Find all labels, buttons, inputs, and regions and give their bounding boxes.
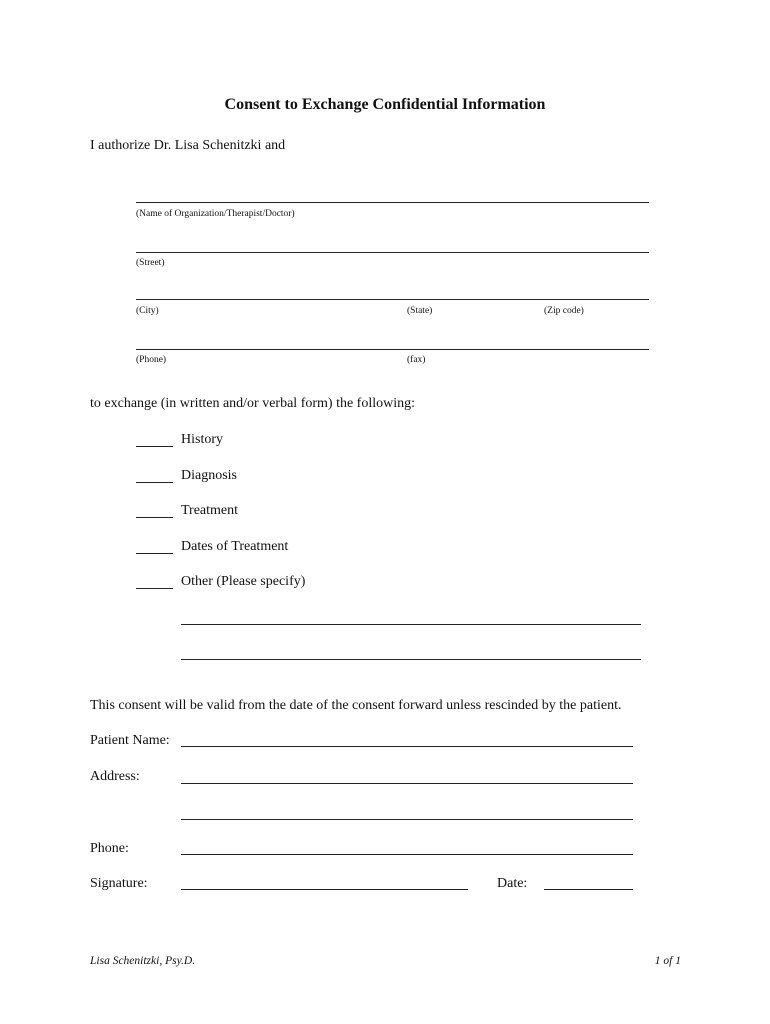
- signature-label: Signature:: [90, 876, 148, 891]
- other-specify-line-1[interactable]: [181, 624, 641, 625]
- patient-phone-field[interactable]: [181, 854, 633, 855]
- page-title: Consent to Exchange Confidential Information: [224, 96, 546, 113]
- organization-label: (Name of Organization/Therapist/Doctor): [136, 209, 295, 219]
- street-label: (Street): [136, 258, 165, 268]
- patient-phone-label: Phone:: [90, 841, 129, 856]
- footer-page-number: 1 of 1: [654, 955, 681, 967]
- date-label: Date:: [497, 876, 528, 891]
- option-history: History: [181, 432, 223, 447]
- phone-fax-field[interactable]: [136, 349, 649, 350]
- history-blank[interactable]: [136, 446, 173, 447]
- option-other: Other (Please specify): [181, 574, 306, 589]
- exchange-text: to exchange (in written and/or verbal form) the following:: [90, 396, 416, 411]
- patient-name-label: Patient Name:: [90, 733, 170, 748]
- signature-field[interactable]: [181, 889, 468, 890]
- address-label: Address:: [90, 769, 140, 784]
- city-label: (City): [136, 306, 159, 316]
- zip-label: (Zip code): [544, 306, 584, 316]
- patient-name-field[interactable]: [181, 746, 633, 747]
- fax-label: (fax): [407, 355, 426, 365]
- dates-of-treatment-blank[interactable]: [136, 553, 173, 554]
- city-state-zip-field[interactable]: [136, 299, 649, 300]
- address-field-1[interactable]: [181, 783, 633, 784]
- option-treatment: Treatment: [181, 503, 239, 518]
- street-field[interactable]: [136, 252, 649, 253]
- validity-text: This consent will be valid from the date of the consent forward unless rescinded by the patient.: [90, 698, 622, 713]
- footer-author: Lisa Schenitzki, Psy.D.: [90, 955, 196, 967]
- state-label: (State): [407, 306, 433, 316]
- intro-text: I authorize Dr. Lisa Schenitzki and: [90, 138, 286, 153]
- other-blank[interactable]: [136, 588, 173, 589]
- phone-label: (Phone): [136, 355, 167, 365]
- option-diagnosis: Diagnosis: [181, 468, 237, 483]
- option-dates-of-treatment: Dates of Treatment: [181, 539, 289, 554]
- diagnosis-blank[interactable]: [136, 482, 173, 483]
- organization-field[interactable]: [136, 202, 649, 203]
- other-specify-line-2[interactable]: [181, 659, 641, 660]
- date-field[interactable]: [544, 889, 633, 890]
- address-field-2[interactable]: [181, 819, 633, 820]
- treatment-blank[interactable]: [136, 517, 173, 518]
